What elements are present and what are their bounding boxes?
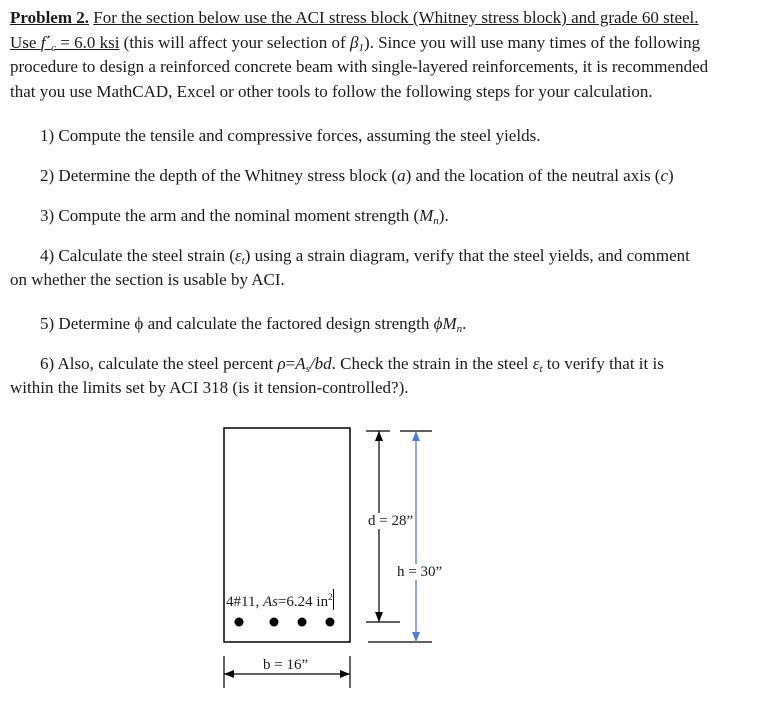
- h-label: h = 30”: [397, 564, 443, 580]
- rho-symbol: ρ: [277, 354, 286, 373]
- step-5-text-a: 5) Determine: [40, 314, 135, 333]
- problem-line-1-text: For the section below use the ACI stress block (Whitney stress block) and grade 60 steel.: [93, 8, 699, 27]
- step-6-text-b: . Check the strain in the steel: [331, 354, 533, 373]
- var-bd: /bd: [309, 354, 332, 373]
- step-3-text-a: 3) Compute the arm and the nominal moment strength (: [40, 206, 420, 225]
- rebar: [298, 618, 307, 627]
- step-2-text-b: ) and the location of the neutral axis (: [405, 166, 661, 185]
- h-arrow-top: [412, 431, 420, 441]
- beta-subscript: 1: [358, 41, 364, 54]
- rebar: [270, 618, 279, 627]
- step-6-line-2: within the limits set by ACI 318 (is it tension-controlled?).: [10, 378, 409, 397]
- equals-sign: =: [285, 354, 296, 373]
- beta-symbol: β: [349, 32, 359, 52]
- phi-Mn: ϕM: [433, 314, 457, 333]
- problem-label: Problem 2.: [10, 8, 90, 27]
- step-4-line-2: on whether the section is usable by ACI.: [10, 270, 285, 289]
- step-2-text-c: ): [668, 166, 674, 185]
- rebar-label-As: As: [262, 594, 278, 610]
- rebar-label: [226, 589, 334, 610]
- rebar-group: [235, 618, 335, 627]
- problem-line-3: procedure to design a reinforced concrete beam with single-layered reinforcements, it is recommended: [10, 57, 709, 76]
- use-prefix: Use: [10, 32, 37, 52]
- step-4-text-a: 4) Calculate the steel strain (: [40, 246, 235, 265]
- epsilon-t-sub: t: [539, 363, 543, 375]
- step-1: 1) Compute the tensile and compressive forces, assuming the steel yields.: [40, 126, 541, 145]
- b-arrow-left: [224, 670, 234, 678]
- rebar: [235, 618, 244, 627]
- rebar-label-b: =6.24 in: [277, 594, 329, 610]
- problem-line-2-end: ). Since you will use many times of the following: [363, 32, 701, 52]
- var-As: A: [295, 354, 306, 373]
- rebar-label-a: 4#11,: [226, 594, 263, 610]
- var-Mn: M: [419, 206, 434, 225]
- b-label: b = 16”: [263, 657, 309, 673]
- epsilon-t-subscript: t: [241, 255, 245, 267]
- phi-symbol: ϕ: [134, 314, 144, 333]
- fc-value: = 6.0 ksi: [55, 32, 120, 52]
- phi-Mn-subscript: n: [456, 323, 463, 335]
- d-arrow-bottom: [375, 612, 383, 622]
- step-5-text-c: .: [462, 314, 467, 333]
- step-4-text-b: ) using a strain diagram, verify that the steel yields, and comment: [244, 246, 690, 265]
- d-arrow-top: [375, 431, 383, 441]
- step-6-text-c: to verify that it is: [542, 354, 664, 373]
- As-subscript: s: [305, 363, 310, 375]
- b-arrow-right: [340, 670, 350, 678]
- step-3-text-b: ).: [438, 206, 449, 225]
- step-5-text-b: and calculate the factored design strength: [143, 314, 434, 333]
- fc-subscript: c: [51, 41, 56, 54]
- rebar-label-sup: 2: [328, 592, 333, 602]
- epsilon-t-symbol: ε: [532, 354, 540, 373]
- step-6-text-a: 6) Also, calculate the steel percent: [40, 354, 278, 373]
- d-label: d = 28”: [368, 513, 414, 529]
- fc-symbol: f΄: [40, 32, 52, 52]
- var-epsilon-t: ε: [234, 246, 242, 265]
- var-a: a: [397, 166, 406, 185]
- h-dimension: [368, 431, 432, 642]
- h-arrow-bottom: [412, 632, 420, 642]
- Mn-subscript: n: [433, 215, 439, 227]
- var-c: c: [660, 166, 669, 185]
- step-2-text-a: 2) Determine the depth of the Whitney stress block (: [40, 166, 398, 185]
- rebar: [326, 618, 335, 627]
- problem-line-4: that you use MathCAD, Excel or other tools to follow the following steps for your calculation.: [10, 81, 653, 101]
- problem-line-2-mid: (this will affect your selection of: [119, 32, 350, 52]
